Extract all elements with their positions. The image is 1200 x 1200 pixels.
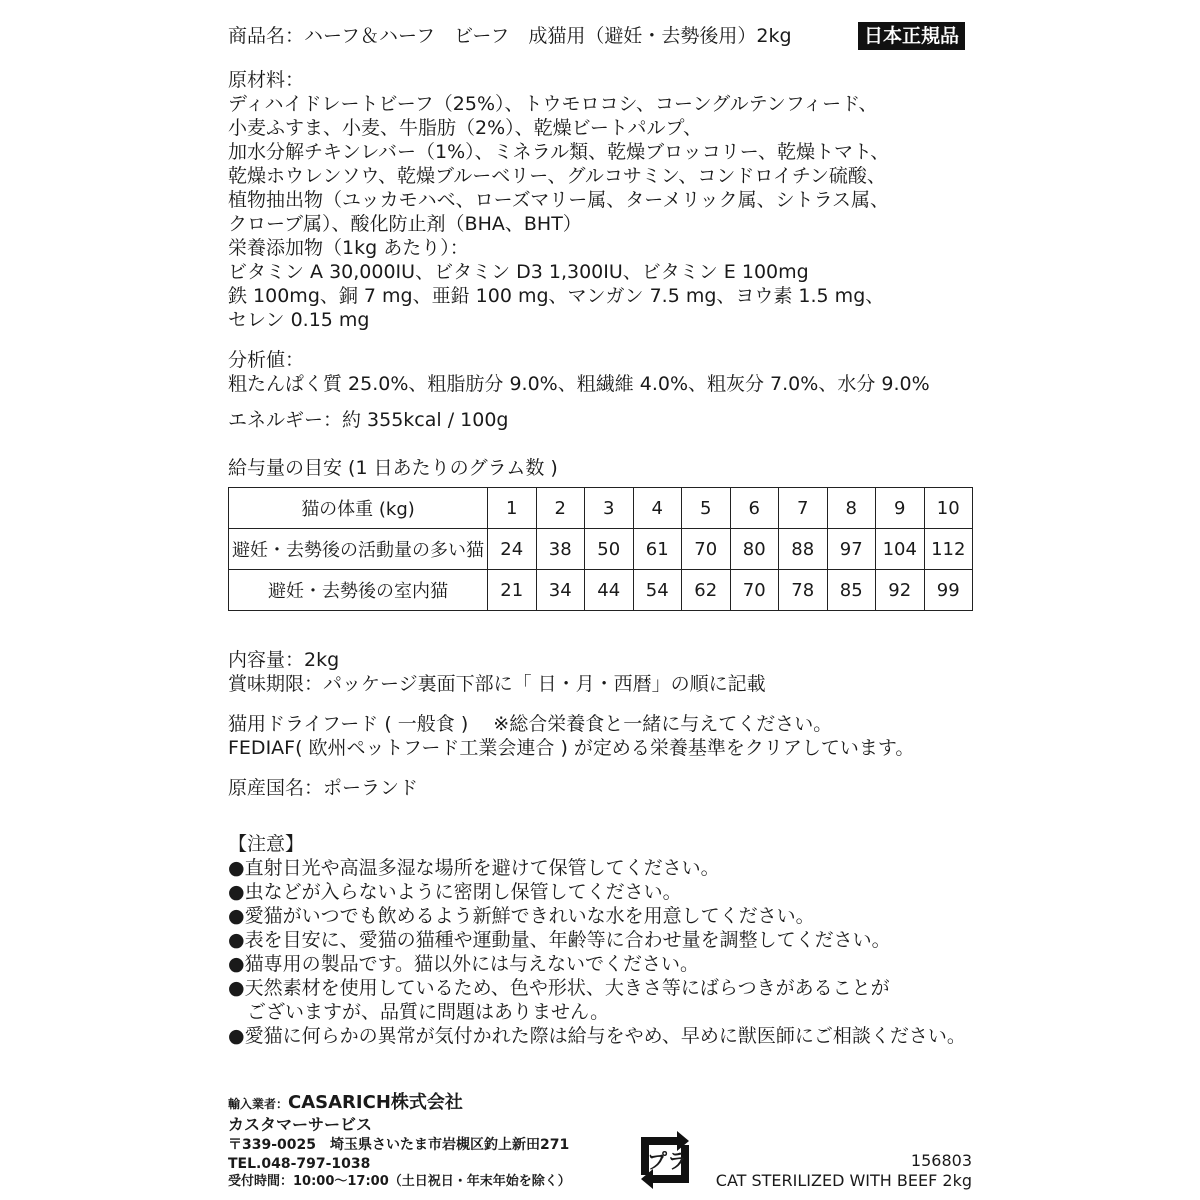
fediaf-statement: FEDIAF( 欧州ペットフード工業会連合 ) が定める栄養基準をクリアしています。 bbox=[228, 737, 915, 759]
amount-cell: 88 bbox=[779, 529, 828, 570]
additives-line: セレン 0.15 mg bbox=[228, 309, 370, 331]
weight-cell: 6 bbox=[730, 488, 779, 529]
feeding-table bbox=[228, 487, 973, 611]
caution-line: ●虫などが入らないように密閉し保管してください。 bbox=[228, 881, 682, 903]
ingredients-line: 乾燥ホウレンソウ、乾燥ブルーベリー、グルコサミン、コンドロイチン硫酸、 bbox=[228, 165, 886, 187]
weight-cell: 8 bbox=[827, 488, 876, 529]
ingredients-line: 小麦ふすま、小麦、牛脂肪（2%）、乾燥ビートパルプ、 bbox=[228, 117, 702, 139]
amount-cell: 92 bbox=[876, 570, 925, 611]
amount-cell: 80 bbox=[730, 529, 779, 570]
amount-cell: 38 bbox=[536, 529, 585, 570]
amount-cell: 34 bbox=[536, 570, 585, 611]
amount-cell: 112 bbox=[924, 529, 973, 570]
product-code: 156803 bbox=[910, 1151, 972, 1170]
table-row bbox=[229, 570, 973, 611]
amount-cell: 62 bbox=[682, 570, 731, 611]
caution-line: ●天然素材を使用しているため、色や形状、大きさ等にばらつきがあることが bbox=[228, 977, 890, 999]
importer-label: 輸入業者： bbox=[228, 1097, 289, 1111]
caution-line: ●愛猫がいつでも飲めるよう新鮮できれいな水を用意してください。 bbox=[228, 905, 815, 927]
weight-cell: 5 bbox=[682, 488, 731, 529]
additives-title: 栄養添加物（1kg あたり）： bbox=[228, 237, 469, 259]
address: 〒339-0025 埼玉県さいたま市岩槻区釣上新田271 bbox=[228, 1137, 570, 1153]
recycle-pla-label: プラ bbox=[647, 1149, 687, 1173]
caution-line: ●表を目安に、愛猫の猫種や運動量、年齢等に合わせ量を調整してください。 bbox=[228, 929, 891, 951]
energy-value: エネルギー：約 355kcal / 100g bbox=[228, 409, 509, 431]
amount-cell: 70 bbox=[682, 529, 731, 570]
caution-line: ございますが、品質に問題はありません。 bbox=[228, 1001, 610, 1023]
amount-cell: 78 bbox=[779, 570, 828, 611]
importer-line bbox=[228, 1094, 463, 1113]
table-row bbox=[229, 488, 973, 529]
telephone: TEL.048-797-1038 bbox=[228, 1156, 371, 1172]
analysis-title: 分析値： bbox=[228, 349, 305, 371]
amount-cell: 50 bbox=[585, 529, 634, 570]
additives-line: ビタミン A 30,000IU、ビタミン D3 1,300IU、ビタミン E 100mg bbox=[228, 261, 809, 283]
amount-cell: 70 bbox=[730, 570, 779, 611]
amount-cell: 61 bbox=[633, 529, 682, 570]
weight-cell: 9 bbox=[876, 488, 925, 529]
feeding-title: 給与量の目安 (1 日あたりのグラム数 ) bbox=[228, 457, 558, 479]
ingredients-line: ディハイドレートビーフ（25%）、トウモロコシ、コーングルテンフィード、 bbox=[228, 93, 878, 115]
product-name: 商品名：ハーフ＆ハーフ ビーフ 成猫用（避妊・去勢後用）2kg bbox=[228, 25, 792, 47]
weight-cell: 4 bbox=[633, 488, 682, 529]
analysis-values: 粗たんぱく質 25.0%、粗脂肪分 9.0%、粗繊維 4.0%、粗灰分 7.0%、水分 9.0% bbox=[228, 373, 930, 395]
amount-cell: 24 bbox=[488, 529, 537, 570]
table-row bbox=[229, 529, 973, 570]
ingredients-line: 加水分解チキンレバー（1%）、ミネラル類、乾燥ブロッコリー、乾燥トマト、 bbox=[228, 141, 890, 163]
weight-cell: 10 bbox=[924, 488, 973, 529]
amount-cell: 54 bbox=[633, 570, 682, 611]
expiry-info: 賞味期限：パッケージ裏面下部に「 日・月・西暦」の順に記載 bbox=[228, 673, 766, 695]
ingredients-line: クローブ属）、酸化防止剤（BHA、BHT） bbox=[228, 213, 582, 235]
caution-line: ●直射日光や高温多湿な場所を避けて保管してください。 bbox=[228, 857, 720, 879]
food-type: 猫用ドライフード ( 一般食 ) ※総合栄養食と一緒に与えてください。 bbox=[228, 713, 833, 735]
ingredients-line: 植物抽出物（ユッカモハベ、ローズマリー属、ターメリック属、シトラス属、 bbox=[228, 189, 890, 211]
content-amount: 内容量：2kg bbox=[228, 649, 340, 671]
row-label-indoor: 避妊・去勢後の室内猫 bbox=[229, 570, 488, 611]
amount-cell: 99 bbox=[924, 570, 973, 611]
amount-cell: 21 bbox=[488, 570, 537, 611]
product-english-name: CAT STERILIZED WITH BEEF 2kg bbox=[715, 1171, 972, 1190]
weight-cell: 7 bbox=[779, 488, 828, 529]
importer-name: CASARICH株式会社 bbox=[288, 1092, 463, 1113]
business-hours: 受付時間：10:00～17:00（土日祝日・年末年始を除く） bbox=[228, 1174, 571, 1189]
caution-line: ●愛猫に何らかの異常が気付かれた際は給与をやめ、早めに獣医師にご相談ください。 bbox=[228, 1025, 966, 1047]
caution-line: ●猫専用の製品です。猫以外には与えないでください。 bbox=[228, 953, 700, 975]
weight-header-cell: 猫の体重 (kg) bbox=[229, 488, 488, 529]
amount-cell: 85 bbox=[827, 570, 876, 611]
recycle-pla-icon bbox=[633, 1131, 697, 1189]
ingredients-title: 原材料： bbox=[228, 69, 305, 91]
customer-service: カスタマーサービス bbox=[228, 1115, 373, 1134]
amount-cell: 44 bbox=[585, 570, 634, 611]
amount-cell: 104 bbox=[876, 529, 925, 570]
weight-cell: 3 bbox=[585, 488, 634, 529]
country-of-origin: 原産国名：ポーランド bbox=[228, 777, 419, 799]
row-label-active: 避妊・去勢後の活動量の多い猫 bbox=[229, 529, 488, 570]
weight-cell: 2 bbox=[536, 488, 585, 529]
caution-title: 【注意】 bbox=[228, 833, 305, 855]
authentic-badge: 日本正規品 bbox=[858, 22, 965, 50]
additives-line: 鉄 100mg、銅 7 mg、亜鉛 100 mg、マンガン 7.5 mg、ヨウ素 1.5 mg、 bbox=[228, 285, 885, 307]
weight-cell: 1 bbox=[488, 488, 537, 529]
amount-cell: 97 bbox=[827, 529, 876, 570]
